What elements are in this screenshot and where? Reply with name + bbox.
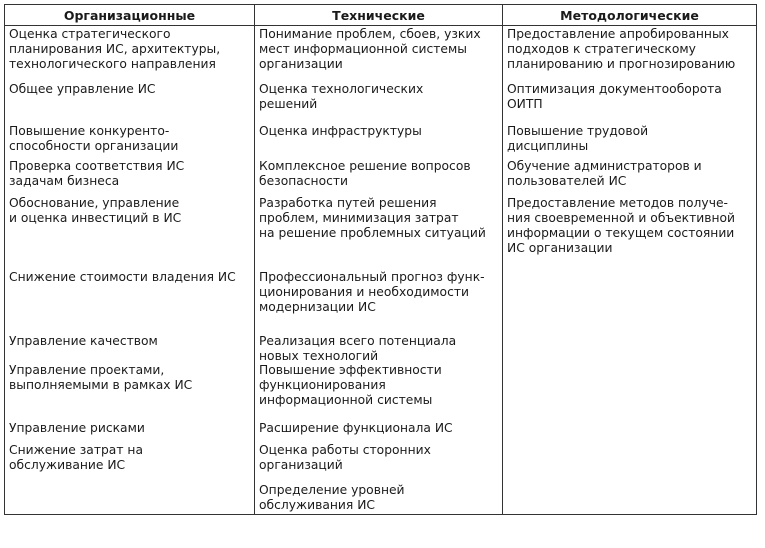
list-item: Разработка путей решения проблем, минимизация затрат на решение проблемных ситуаций [259,196,486,240]
list-item: Оценка стратегического планирования ИС, архитектуры, технологического направления [9,27,221,71]
header-methodological: Методологические [503,5,757,26]
list-item: Профессиональный прогноз функ- ционирования и необходимости модернизации ИС [259,270,485,314]
list-item: Оценка работы сторонних организаций [259,443,431,472]
header-technical: Технические [255,5,503,26]
list-item: Оптимизация документооборота ОИТП [507,82,722,111]
body-row [5,26,757,515]
column-methodological [503,26,757,515]
list-item: Повышение трудовой дисциплины [507,124,649,153]
list-item: Снижение стоимости владения ИС [9,270,236,284]
list-item: Управление проектами, выполняемыми в рамках ИС [9,363,193,392]
list-item: Предоставление методов получе- ния своевременной и объективной информации о текущем состоянии ИС организации [507,196,736,255]
list-item: Понимание проблем, сбоев, узких мест информационной системы организации [259,27,481,71]
list-item: Общее управление ИС [9,82,156,96]
table-wrapper [4,4,757,515]
list-item: Комплексное решение вопросов безопасности [259,159,471,188]
column-technical [255,26,503,515]
list-item: Оценка технологических решений [259,82,424,111]
column-organizational [5,26,255,515]
list-item: Обучение администраторов и пользователей ИС [507,159,702,188]
header-row [5,5,757,26]
list-item: Расширение функционала ИС [259,421,453,435]
list-item: Повышение эффективности функционирования информационной системы [259,363,442,407]
consulting-areas-table [4,4,757,515]
list-item: Оценка инфраструктуры [259,124,422,138]
list-item: Определение уровней обслуживания ИС [259,483,405,512]
list-item: Проверка соответствия ИС задачам бизнеса [9,159,185,188]
list-item: Обоснование, управление и оценка инвестиций в ИС [9,196,182,225]
list-item: Предоставление апробированных подходов к стратегическому планированию и прогнозированию [507,27,736,71]
header-organizational: Организационные [5,5,255,26]
list-item: Реализация всего потенциала новых технологий [259,334,457,363]
list-item: Снижение затрат на обслуживание ИС [9,443,143,472]
list-item: Повышение конкуренто- способности организации [9,124,179,153]
list-item: Управление качеством [9,334,158,348]
list-item: Управление рисками [9,421,145,435]
